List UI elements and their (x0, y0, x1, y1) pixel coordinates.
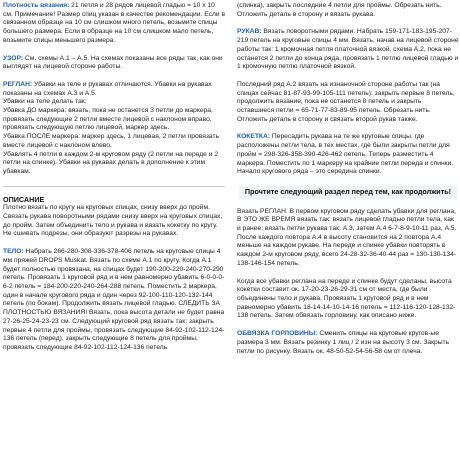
finish-text: Когда все убавки реглана на переде и спинке будут сделаны, высота кокетки составит ок. 17-20-23-26-29-31 см от места, где были объединены тело и рукава. Провязать 1 круговой ряд и в нем равномерно убавить 18-14-14-10-14-16 петель = 112-116-120-128-132-138 петель. Затем обвязать горловину, как описано ниже. (237, 277, 456, 320)
raglan-body-text: Вязать РЕГЛАН. В первом круговом ряду сделать убавки для реглана, В ЭТО ЖЕ ВРЕМЯ вязать так: вязать лицевой гладью петли тела, как и ранее; вязать петли рукава так: А.3, затем А.4 6-7-8-9-10-11 раз, А.5. После каждого повтора А.4 в высоту становится на 2 повтора А.4 меньше на каждом рукаве. На переде и спинке убавки повторять в каждом 2-м круговом ряду, всего 24-28-32-36-40-44 раз = 130-130-134-138-146-154 петель. (237, 207, 457, 267)
raglan-section (237, 208, 459, 269)
finish-section (237, 278, 459, 322)
neck-section (237, 330, 459, 356)
sleeve-last-row (237, 81, 459, 125)
back-continuation (237, 2, 459, 19)
pattern-section (3, 55, 225, 72)
gauge-label: Плотность вязания: (3, 2, 70, 9)
neck-label: ОБВЯЗКА ГОРЛОВИНЫ: (237, 330, 318, 338)
left-column (3, 2, 225, 362)
raglan-line-1: Убавки на теле делать так: (3, 98, 87, 106)
sleeve-section (237, 28, 459, 72)
divider (3, 186, 225, 187)
raglan-text: Убавки на теле и рукавах отличаются. Убавки на рукавах показаны на схемах А.3 и А.5. (3, 80, 212, 97)
pattern-text: См. схемы А.1 – А.5. На схемах показаны все ряды так, как они выглядят на лицевой стороне работы. (3, 54, 223, 71)
raglan-rules-section (3, 81, 225, 177)
body-text: Набрать 266-280-308-336-378-406 петель на круговые спицы 4 мм пряжей DROPS Muskat. Вязать по схеме А.1 по кругу. Когда А.1 будет полностью провязана, на спицах будет 190-200-220-240-270-290 петель. Провязать 1 круговой ряд и в нем равномерно убавить 6-0-0-0-6-2 петель = 184-200-220-240-264-288 петель. Поместить 2 маркера, один в начале кругового ряда и один через 92-100-110-120-132-144 петель (по бокам). Продолжить вязать лицевой гладью. СЛЕДИТЬ ЗА ПЛОТНОСТЬЮ ВЯЗАНИЯ! Вязать, пока высота детали не будет равна 27-26-25-24-23-23 см. Следующий круговой ряд вязать так: закрыть первые 4 петли для проймы, провязать следующие 84-92-102-112-124-136 петель (перед), закрыть следующие 8 петель для проймы, провязать следующие 84-92-102-112-124-136 петель (3, 248, 225, 351)
raglan-label: РЕГЛАН: (3, 80, 33, 88)
yoke-text: Пересадить рукава на те же круговые спицы, где расположены петли тела, в тех местах, где были закрыты петли для пройм = 298-326-358-390-426-462 петель. Теперь разместить 4 маркера. Поместить по 1 маркеру на крайние петли переда и спинки. Начало кругового ряда – это середина спинки. (237, 133, 454, 176)
back-text: (спинка), закрыть последние 4 петли для проймы. Обрезать нить. Отложить деталь в сторону и вязать рукава. (237, 2, 442, 18)
description-section (3, 196, 225, 240)
yoke-section (237, 133, 459, 177)
raglan-line-2: Убавка ДО маркера: вязать, пока не останется 3 петли до маркера, провязать следующие 2 петли вместе лицевой с наклоном вправо, провязать следующую петлю лицевой, маркер здесь. (3, 107, 213, 132)
sleeve-label: РУКАВ: (237, 28, 262, 36)
right-column (237, 2, 459, 365)
raglan-line-4: Убавлять 4 петли в каждом 2-м круговом ряду (2 петли на переде и 2 петли на спинке). Убавки на рукавах делать в дополнение к этим убавкам. (3, 150, 219, 175)
gauge-text: 21 петля и 28 рядов лицевой гладью = 10 х 10 см. Примечание! Размер спиц указан в качестве рекомендации. Если в связанном образце на 10 см слишком много петель, возьмите спицы большего размера. Если в образце на 10 см слишком мало петель, возьмите спицы меньшего размера. (3, 2, 226, 44)
body-section (3, 248, 225, 352)
description-text: Плотно вязать по кругу на круговых спицах, снизу вверх до пройм. Связать рукава поворотными рядами снизу вверх на круговых спицах, до пройм. Затем объединить тело и рукава и вязать кокетку по кругу. Не сшивать подрезы, они образуют разрезы на рукавах. (3, 204, 223, 238)
neck-text: Сменить спицы на круговые кругов-ые размера 3 мм. Вязать резинку 1 лиц / 2 изн на высоту 3 см. Закрыть петли по рисунку. Вязать ок. 48-50-52-54-56-58 см от плеча. (237, 330, 450, 355)
pattern-label: УЗОР: (3, 54, 24, 62)
body-label: ТЕЛО: (3, 248, 24, 256)
yoke-label: КОКЕТКА: (237, 133, 271, 141)
raglan-line-3: Убавка ПОСЛЕ маркера: маркер здесь, 1 лицевая, 2 петли провязать вместе лицевой с наклоном влево. (3, 133, 220, 149)
description-heading: ОПИСАНИЕ (3, 194, 45, 204)
gauge-section (3, 2, 225, 46)
sleeve-text: Вязать поворотными рядами. Набрать 159-171-183-195-207-219 петель на круговые спицы 4 мм. Вязать, начав на лицевой стороне работы так: 1 кромочная петля платочной вязкой, схема А.2, пока не останется 2 петли до конца ряда, провязать 1 петлю лицевой гладью и 1 кромочную петлю платочной вязкой. (237, 28, 459, 71)
callout-text: Прочтите следующий раздел перед тем, как продолжить! (239, 186, 457, 199)
sleeve-text-2: Последний ряд А.2 вязать на изнаночной стороне работы так (на спицах сейчас 81-87-93-99-105-111 петель): закрыть первые 8 петель, продолжить вязание, пока не останется 8 петель и закрыть оставшиеся петли = 65-71-77-83-89-95 петель. Обрезать нить. Отложить деталь в сторону и связать второй рукав также. (237, 80, 455, 123)
read-before-callout (237, 186, 459, 199)
